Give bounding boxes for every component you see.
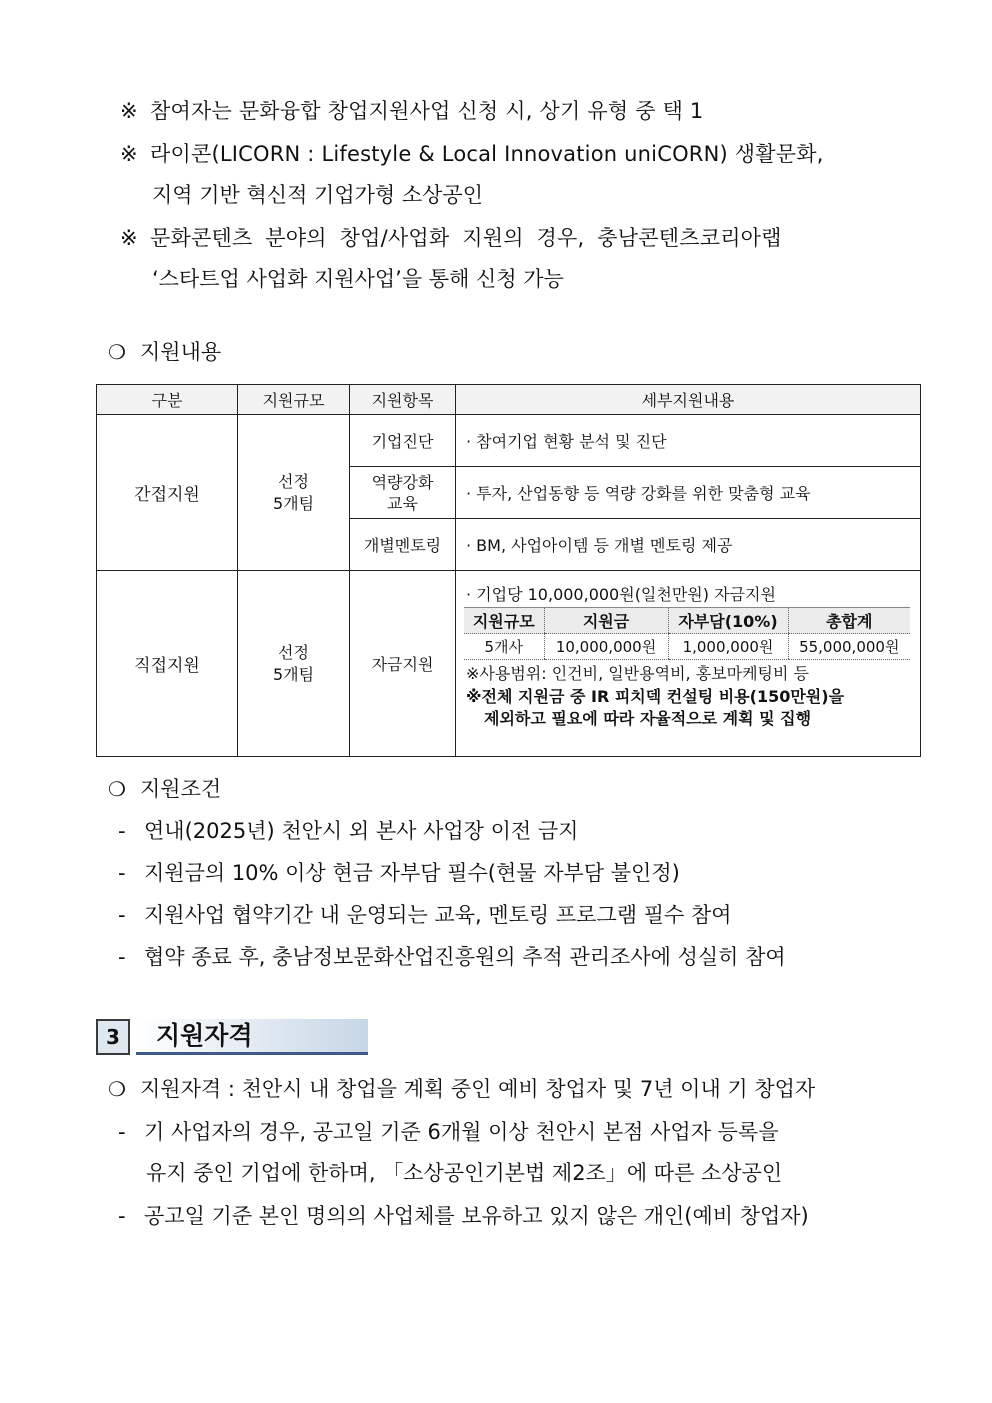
note-text: 문화콘텐츠 분야의 창업/사업화 지원의 경우, 충남콘텐츠코리아랩 <box>150 226 782 250</box>
support-content-table <box>96 384 921 757</box>
item-line: 교육 <box>387 493 418 513</box>
table-row <box>97 415 921 467</box>
scale-line: 선정 <box>278 471 309 491</box>
fund-table-header: 자부담(10%) <box>668 608 788 634</box>
note-mark: ※ <box>120 99 138 123</box>
scale-cell <box>238 415 350 571</box>
scale-cell <box>238 571 350 757</box>
table-header: 세부지원내용 <box>456 385 921 415</box>
item-cell: 자금지원 <box>350 571 456 757</box>
condition-text: 지원금의 10% 이상 현금 자부담 필수(현물 자부담 불인정) <box>144 861 680 885</box>
eligibility-text: 공고일 기준 본인 명의의 사업체를 보유하고 있지 않은 개인(예비 창업자) <box>144 1204 809 1228</box>
usage-note: ※사용범위: 인건비, 일반용역비, 홍보마케팅비 등 <box>466 664 809 683</box>
scale-line: 5개팀 <box>272 664 315 684</box>
eligibility-text: 기 사업자의 경우, 공고일 기준 6개월 이상 천안시 본점 사업자 등록을 <box>144 1120 779 1144</box>
dash-mark: - <box>118 945 126 969</box>
note-3-continued: ‘스타트업 사업화 지원사업’을 통해 신청 가능 <box>152 267 564 291</box>
heading-text: 지원조건 <box>140 777 222 801</box>
heading-text: 지원자격 : 천안시 내 창업을 계획 중인 예비 창업자 및 7년 이내 기 창업자 <box>140 1077 816 1101</box>
table-row <box>97 571 921 757</box>
category-cell: 직접지원 <box>97 571 238 757</box>
fund-table-header: 지원규모 <box>464 608 544 634</box>
note-2 <box>120 142 910 166</box>
fund-table-cell: 10,000,000원 <box>544 634 668 660</box>
condition-text: 연내(2025년) 천안시 외 본사 사업장 이전 금지 <box>144 819 579 843</box>
fund-table-row <box>464 634 910 660</box>
detail-cell: · 참여기업 현황 분석 및 진단 <box>456 415 921 467</box>
table-header: 구분 <box>97 385 238 415</box>
section-number: 3 <box>96 1019 130 1055</box>
note-3 <box>120 226 910 250</box>
item-cell <box>350 467 456 519</box>
fund-table-cell: 55,000,000원 <box>788 634 910 660</box>
dash-mark: - <box>118 1204 126 1228</box>
scale-line: 선정 <box>278 642 309 662</box>
detail-cell: · BM, 사업아이템 등 개별 멘토링 제공 <box>456 519 921 571</box>
eligibility-item <box>118 1119 779 1145</box>
note-text: 참여자는 문화융합 창업지원사업 신청 시, 상기 유형 중 택 1 <box>150 99 704 123</box>
detail-cell: · 투자, 산업동향 등 역량 강화를 위한 맞춤형 교육 <box>456 467 921 519</box>
note-1 <box>120 99 910 123</box>
fund-table-cell: 5개사 <box>464 634 544 660</box>
heading-text: 지원내용 <box>140 340 222 364</box>
note-mark: ※ <box>120 142 138 166</box>
eligibility-item-continued: 유지 중인 기업에 한하며, 「소상공인기본법 제2조」에 따른 소상공인 <box>146 1161 783 1185</box>
condition-item <box>118 944 786 970</box>
condition-item <box>118 818 578 844</box>
dash-mark: - <box>118 861 126 885</box>
item-line: 역량강화 <box>371 472 434 492</box>
fund-table-cell: 1,000,000원 <box>668 634 788 660</box>
eligibility-heading <box>108 1076 815 1102</box>
fund-table <box>464 607 910 660</box>
fund-table-header-row <box>464 608 910 634</box>
condition-item <box>118 902 732 928</box>
condition-text: 지원사업 협약기간 내 운영되는 교육, 멘토링 프로그램 필수 참여 <box>144 903 732 927</box>
condition-text: 협약 종료 후, 충남정보문화산업진흥원의 추적 관리조사에 성실히 참여 <box>144 945 786 969</box>
direct-detail-intro: · 기업당 10,000,000원(일천만원) 자금지원 <box>466 585 776 604</box>
circle-bullet-icon: ❍ <box>108 1077 126 1101</box>
table-header: 지원규모 <box>238 385 350 415</box>
note-2-continued: 지역 기반 혁신적 기업가형 소상공인 <box>152 183 483 207</box>
item-cell: 개별멘토링 <box>350 519 456 571</box>
detail-cell <box>456 571 921 757</box>
condition-item <box>118 860 680 886</box>
fund-table-header: 총합계 <box>788 608 910 634</box>
note-mark: ※ <box>120 226 138 250</box>
dash-mark: - <box>118 819 126 843</box>
scale-line: 5개팀 <box>272 493 315 513</box>
table-header: 지원항목 <box>350 385 456 415</box>
circle-bullet-icon: ❍ <box>108 340 126 364</box>
dash-mark: - <box>118 1120 126 1144</box>
ir-note-continued: 제외하고 필요에 따라 자율적으로 계획 및 집행 <box>484 709 812 728</box>
fund-table-header: 지원금 <box>544 608 668 634</box>
table-header-row <box>97 385 921 415</box>
conditions-heading <box>108 776 221 802</box>
note-text: 라이콘(LICORN : Lifestyle & Local Innovation uniCORN) 생활문화, <box>150 142 824 166</box>
dash-mark: - <box>118 903 126 927</box>
section-title: 지원자격 <box>136 1019 368 1055</box>
ir-note: ※전체 지원금 중 IR 피치덱 컨설팅 비용(150만원)을 <box>466 687 845 706</box>
circle-bullet-icon: ❍ <box>108 777 126 801</box>
item-cell: 기업진단 <box>350 415 456 467</box>
category-cell: 간접지원 <box>97 415 238 571</box>
support-content-heading <box>108 339 221 365</box>
eligibility-item <box>118 1203 809 1229</box>
